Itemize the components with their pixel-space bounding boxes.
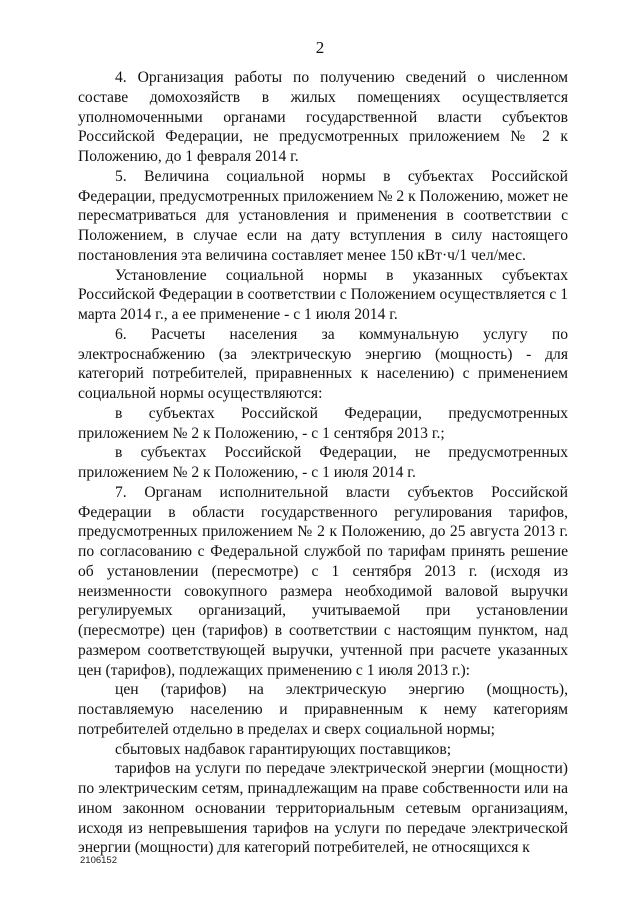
paragraph-5-continuation: Установление социальной нормы в указанных субъектах Российской Федерации в соответствии с Положением осуществляется с 1 марта 2014 г., а ее применение - с 1 июля 2014 г. xyxy=(78,266,568,323)
document-code: 2106152 xyxy=(80,855,117,866)
paragraph-4: 4. Организация работы по получению сведений о численном составе домохозяйств в жилых помещениях осуществляется уполномоченными органами государственной власти субъектов Российской Федерации, не предусмотренных приложением № 2 к Положению, до 1 февраля 2014 г. xyxy=(78,69,568,165)
paragraph-6: 6. Расчеты населения за коммунальную услугу по электроснабжению (за электрическую энергию (мощность) - для категорий потребителей, приравненных к населению) с применением социальной нормы осуществляются: xyxy=(78,325,568,402)
paragraph-7-item-2: сбытовых надбавок гарантирующих поставщиков; xyxy=(115,740,452,758)
paragraph-7: 7. Органам исполнительной власти субъектов Российской Федерации в области государственного регулирования тарифов, предусмотренных приложением № 2 к Положению, до 25 августа 2013 г. по согласованию с Федеральной службой по тарифам принять решение об установлении (пересмотре) с 1 сентября 2013 г. (исходя из неизменности совокупного размера необходимой валовой выручки регулируемых организаций, учитываемой при установлении (пересмотре) цен (тарифов) в соответствии с настоящим пунктом, над размером соответствующей выручки, учтенной при расчете указанных цен (тарифов), подлежащих применению с 1 июля 2013 г.): xyxy=(78,483,568,679)
paragraph-6-item-1: в субъектах Российской Федерации, предусмотренных приложением № 2 к Положению, - с 1 сентября 2013 г.; xyxy=(78,404,568,442)
document-body xyxy=(78,68,568,858)
page-number: 2 xyxy=(315,38,325,57)
paragraph-7-item-3: тарифов на услуги по передаче электрической энергии (мощности) по электрическим сетям, принадлежащим на праве собственности или на ином законном основании территориальным сетевым организациям, исходя из непревышения тарифов на услуги по передаче электрической энергии (мощности) для категорий потребителей, не относящихся к xyxy=(78,760,568,857)
paragraph-6-item-2: в субъектах Российской Федерации, не предусмотренных приложением № 2 к Положению, - с 1 июля 2014 г. xyxy=(78,444,568,481)
paragraph-7-item-1: цен (тарифов) на электрическую энергию (мощность), поставляемую населению и приравненным к нему категориям потребителей отдельно в пределах и сверх социальной нормы; xyxy=(78,681,568,738)
paragraph-5: 5. Величина социальной нормы в субъектах Российской Федерации, предусмотренных приложением № 2 к Положению, может не пересматриваться для установления и применения в соответствии с Положением, в случае если на дату вступления в силу настоящего постановления эта величина составляет менее 150 кВт·ч/1 чел/мес. xyxy=(78,167,568,264)
